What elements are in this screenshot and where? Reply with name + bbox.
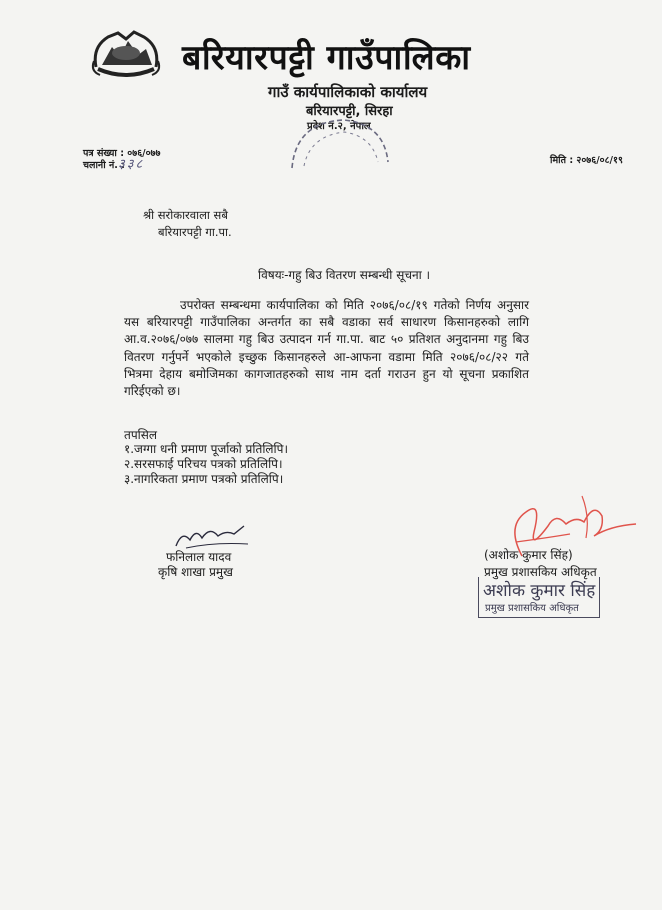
list-item: २.सरसफाई परिचय पत्रको प्रतिलिपि। <box>124 457 283 471</box>
letter-date: मिति : २०७६/०८/१९ <box>550 155 623 166</box>
office-round-stamp-icon <box>288 118 392 170</box>
addressee-line-1: श्री सरोकारवाला सबै <box>143 208 228 222</box>
letter-body-text: उपरोक्त सम्बन्धमा कार्यपालिका को मिति २०७६/०८/१९ गतेको निर्णय अनुसार यस बरियारपट्टी गाउँपालिका अन्तर्गत का सबै वडाका सर्व साधारण किसानहरुको लागि आ.व.२०७६/०७७ सालमा गहु बिउ उत्पादन गर्न गा.पा. बाट ५० प्रतिशत अनुदानमा गहु बिउ वितरण गर्नुपर्ने भएकोले इच्छुक किसानहरुले आ-आफना वडामा मिति २०७६/०८/२२ गते भित्रमा देहाय बमोजिमका कागजातहरुको साथ नाम दर्ता गराउन हुन यो सूचना प्रकाशित गरिईएको छ। <box>124 298 529 399</box>
addressee-line-2: बरियारपट्टी गा.पा. <box>158 225 232 239</box>
left-signatory-name: फनिलाल यादव <box>166 550 232 564</box>
office-location: बरियारपट्टी, सिरहा <box>306 104 393 119</box>
stamp-name: अशोक कुमार सिंह <box>483 581 596 601</box>
letter-subject: विषयः-गहु बिउ वितरण सम्बन्धी सूचना । <box>258 268 431 282</box>
left-signatory-role: कृषि शाखा प्रमुख <box>158 565 233 579</box>
dispatch-number-value: ३३८ <box>118 157 145 172</box>
right-signatory-name: (अशोक कुमार सिंह) <box>484 548 573 562</box>
right-signatory-role: प्रमुख प्रशासकिय अधिकृत <box>484 565 597 579</box>
dispatch-number-label: चलानी नं. : <box>83 160 125 171</box>
stamp-role: प्रमुख प्रशासकिय अधिकृत <box>485 603 579 614</box>
reference-number: पत्र संख्या : ०७६/०७७ <box>83 148 161 159</box>
left-signature-icon <box>164 522 254 550</box>
office-title: बरियारपट्टी गाउँपालिका <box>182 38 471 78</box>
office-subtitle: गाउँ कार्यपालिकाको कार्यालय <box>268 83 428 101</box>
government-emblem-icon <box>88 27 164 83</box>
letter-body <box>124 297 529 400</box>
list-item: १.जग्गा धनी प्रमाण पूर्जाको प्रतिलिपि। <box>124 442 289 456</box>
list-item: ३.नागरिकता प्रमाण पत्रको प्रतिलिपि। <box>124 472 284 486</box>
attachment-list <box>124 442 288 487</box>
attachment-list-heading: तपसिल <box>124 428 158 442</box>
office-country: प्रदेश नं.२, नेपाल <box>307 121 371 132</box>
